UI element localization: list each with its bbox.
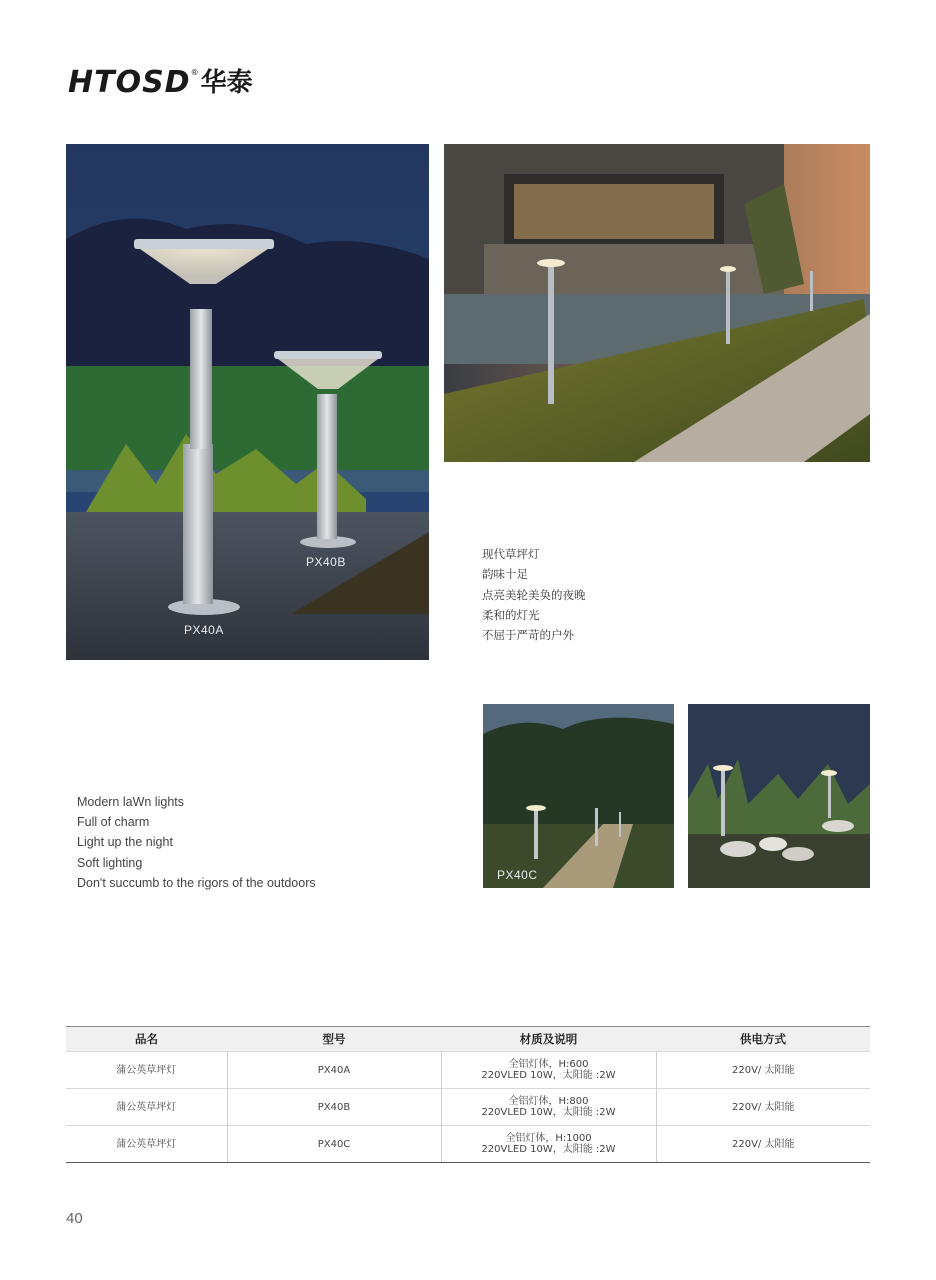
- intro-cn-line: 现代草坪灯: [482, 547, 540, 561]
- table-row: [66, 1052, 870, 1089]
- intro-chinese: [482, 544, 586, 645]
- intro-cn-line: 韵味十足: [482, 567, 528, 582]
- garden-path-photo: [483, 704, 674, 888]
- cell-model: PX40C: [227, 1126, 441, 1163]
- brand-latin: HTOSD: [68, 65, 191, 100]
- table-row: [66, 1089, 870, 1126]
- cell-material-line2: 220VLED 10W，太阳能 :2W: [481, 1070, 616, 1081]
- cell-name: 蒲公英草坪灯: [66, 1052, 227, 1089]
- header-power: 供电方式: [656, 1027, 870, 1052]
- intro-en-line: Light up the night: [77, 835, 173, 850]
- brand-chinese: 华泰: [200, 68, 253, 98]
- cell-material: [441, 1052, 656, 1089]
- building-scene-photo: [444, 144, 870, 462]
- cell-model: PX40A: [227, 1052, 441, 1089]
- intro-en-line: Full of charm: [77, 815, 150, 830]
- cell-material-line1: 全铝灯体，H:800: [508, 1096, 589, 1107]
- brand-logo: [68, 64, 253, 104]
- table-header-row: [66, 1027, 870, 1052]
- header-model: 型号: [227, 1027, 441, 1052]
- cell-material-line1: 全铝灯体，H:1000: [505, 1133, 592, 1144]
- cell-material-line2: 220VLED 10W，太阳能 :2W: [481, 1144, 616, 1155]
- intro-english: [77, 792, 316, 893]
- intro-en-line: Don't succumb to the rigors of the outdoors: [77, 875, 316, 890]
- header-product-name: 品名: [66, 1027, 227, 1052]
- intro-en-line: Soft lighting: [77, 855, 143, 870]
- cell-material-line1: 全铝灯体，H:600: [508, 1059, 589, 1070]
- intro-cn-line: 点亮美轮美奂的夜晚: [482, 587, 586, 602]
- cell-name: 蒲公英草坪灯: [66, 1089, 227, 1126]
- spec-table: [66, 1026, 870, 1163]
- registered-mark: ®: [190, 68, 199, 77]
- model-label-px40c: PX40C: [497, 868, 538, 882]
- cell-material: [441, 1126, 656, 1163]
- cell-power: 220V/ 太阳能: [656, 1052, 870, 1089]
- cell-name: 蒲公英草坪灯: [66, 1126, 227, 1163]
- model-label-px40a: PX40A: [184, 623, 224, 637]
- intro-cn-line: 柔和的灯光: [482, 607, 540, 622]
- cell-power: 220V/ 太阳能: [656, 1126, 870, 1163]
- rock-garden-photo: [688, 704, 870, 888]
- page-number: 40: [66, 1210, 83, 1227]
- cell-power: 220V/ 太阳能: [656, 1089, 870, 1126]
- cell-model: PX40B: [227, 1089, 441, 1126]
- model-label-px40b: PX40B: [306, 555, 346, 569]
- intro-en-line: Modern laWn lights: [77, 795, 184, 809]
- header-material: 材质及说明: [441, 1027, 656, 1052]
- cell-material: [441, 1089, 656, 1126]
- cell-material-line2: 220VLED 10W，太阳能 :2W: [481, 1107, 616, 1118]
- main-product-photo: [66, 144, 429, 660]
- intro-cn-line: 不屈于严苛的户外: [482, 628, 574, 643]
- table-row: [66, 1126, 870, 1163]
